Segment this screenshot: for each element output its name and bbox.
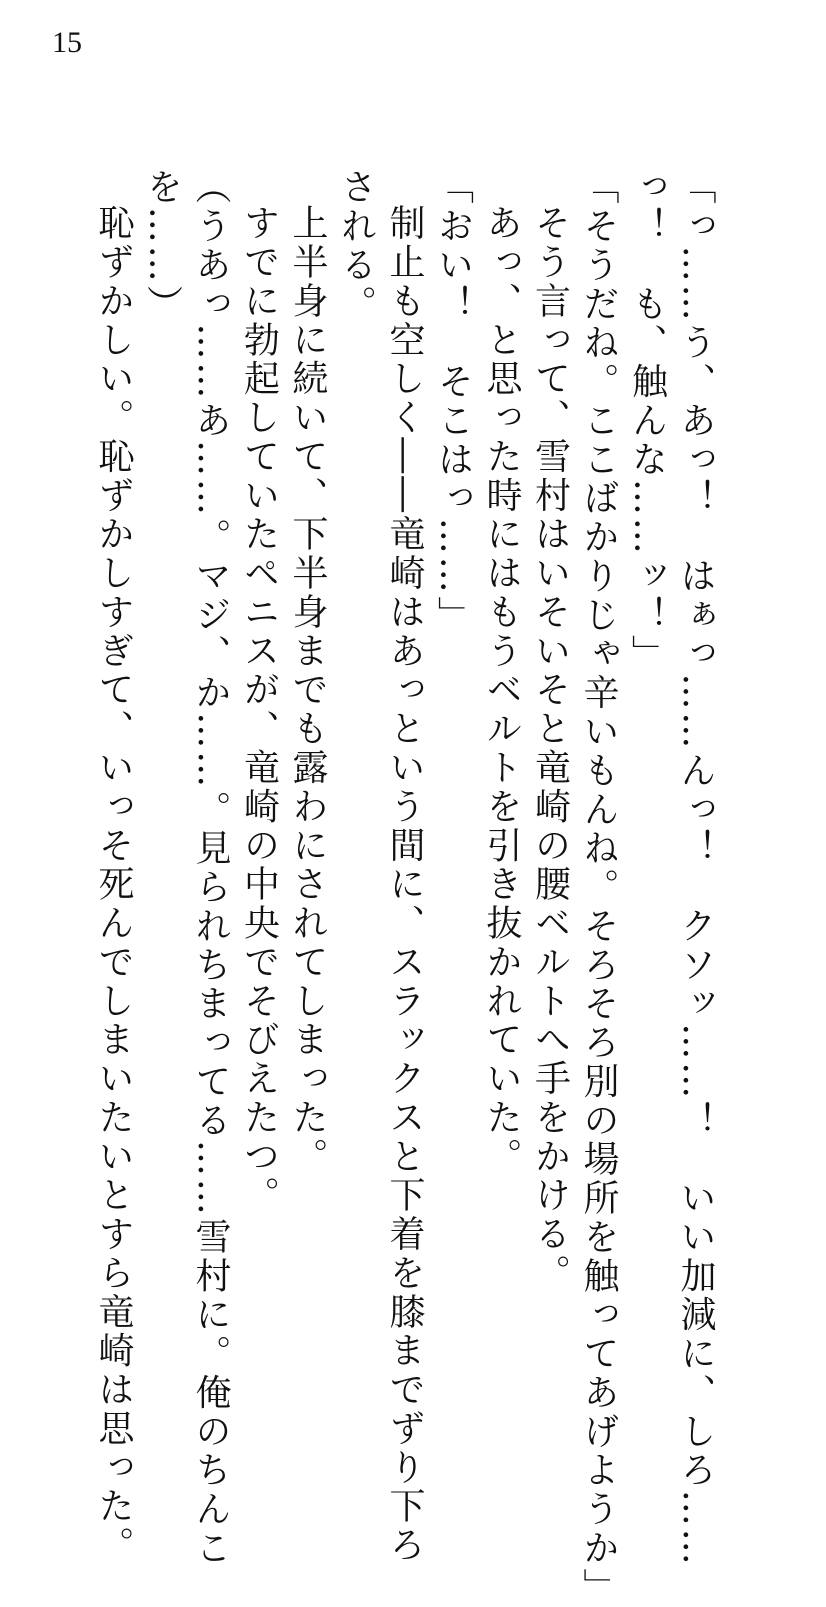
- text-line: あっ、と思った時にはもうベルトを引き抜かれていた。: [481, 204, 522, 1176]
- text-line: そう言って、雪村はいそいそと竜崎の腰ベルトへ手をかける。: [529, 204, 571, 1293]
- text-line: 恥ずかしい。恥ずかしすぎて、いっそ死んでしまいたいとすら竜崎は思った。: [93, 204, 134, 1565]
- text-line: 「そうだね。ここばかりじゃ辛いもんね。そろそろ別の場所を触ってあげようか」: [578, 168, 619, 1607]
- text-line: 制止も空しく――竜崎はあっという間に、スラックスと下着を膝までずり下ろ: [384, 204, 425, 1565]
- text-line: 「っ……う、あっ！ はぁっ……んっ！ クソッ……！ いい加減に、しろ……: [675, 168, 716, 1568]
- text-line: 「おい！ そこはっ……」: [432, 168, 474, 635]
- vertical-text-body: [89, 168, 720, 1607]
- text-line: っ！ も、触んな……ッ！」: [626, 168, 668, 674]
- text-line: を……）: [141, 168, 183, 324]
- text-line: される。: [335, 168, 377, 324]
- page-number: 15: [52, 26, 82, 59]
- text-line: すでに勃起していたペニスが、竜崎の中央でそびえたつ。: [238, 204, 280, 1215]
- text-line: 上半身に続いて、下半身までも露わにされてしまった。: [287, 204, 328, 1176]
- text-line: （うあっ……あ……。マジ、か……。見られちまってる……雪村に。俺のちんこ: [190, 168, 231, 1568]
